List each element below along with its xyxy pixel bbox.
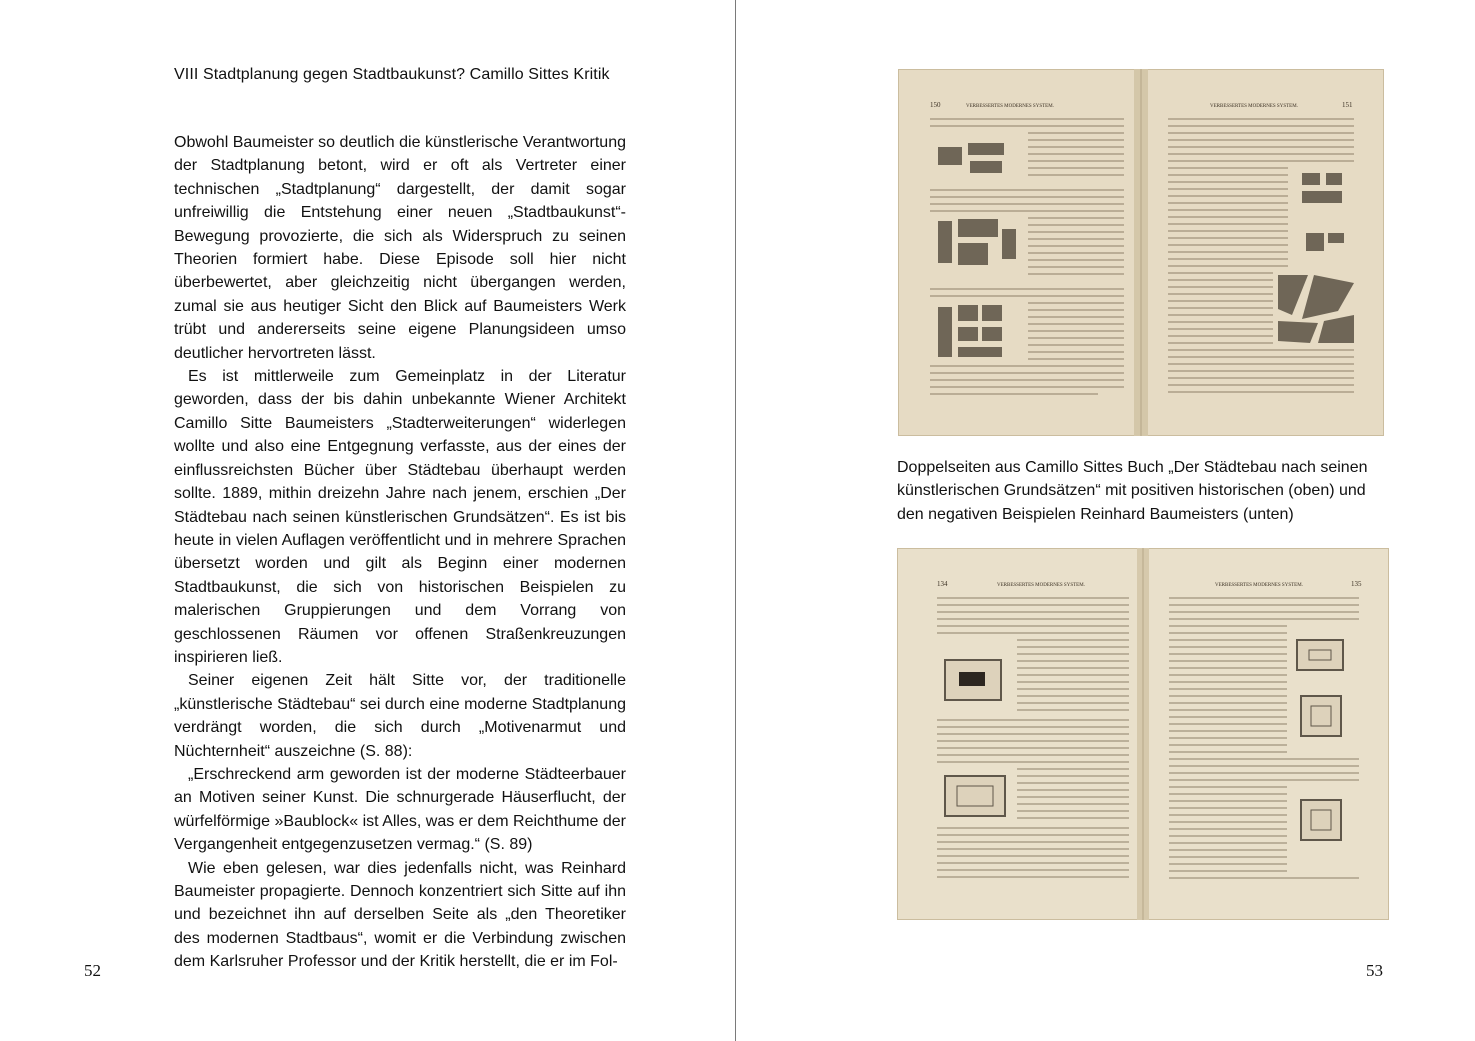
page-number-left: 52 (84, 961, 101, 980)
paragraph: Wie eben gelesen, war dies jedenfalls nicht, was Reinhard Baumeister propagierte. Dennoch konzentriert sich Sitte auf ihn und bezeichnet ihn auf derselben Seite als „den Theoretiker des modernen Stadtbaus“, womit er die Verbindung zwischen dem Karlsruher Professor und der Kritik herstellt, die er im Fol- (174, 859, 626, 971)
page-number-right: 53 (1366, 961, 1383, 980)
paragraph: Seiner eigenen Zeit hält Sitte vor, der traditionelle „künstlerische Städtebau“ sei durch eine moderne Stadtplanung verdrängt worden, die sich durch „Motivenarmut und Nüchternheit“ auszeichne (S. 88): (174, 672, 626, 760)
scan-top-left-page-no: 150 (930, 101, 941, 109)
paragraph: Obwohl Baumeister so deutlich die künstlerische Verantwortung der Stadtplanung betont, wird er oft als Vertreter einer technischen „Stadtplanung“ dargestellt, der damit sogar unfreiwillig die Entstehung einer neuen „Stadtbaukunst“-Bewegung provozierte, die sich als Widerspruch zu seinen Theorien formiert habe. Diese Episode soll hier nicht überbewertet, aber gleichzeitig nicht übergangen werden, zumal sie aus heutiger Sicht den Blick auf Baumeisters Werk trübt und andererseits seine eigene Planungsideen umso deutlicher hervortreten lässt. (174, 134, 626, 362)
paragraph: Es ist mittlerweile zum Gemeinplatz in der Literatur geworden, dass der bis dahin unbekannte Wiener Architekt Camillo Sitte Baumeisters „Stadterweiterungen“ widerlegen wollte und also eine Entgegnung verfasste, aus der eines der einflussreichsten Bücher über Städtebau überhaupt werden sollte. 1889, mithin dreizehn Jahre nach jenem, erschien „Der Städtebau nach seinen künstlerischen Grundsätzen“. Es ist bis heute in vielen Auflagen veröffentlicht und in mehrere Sprachen übersetzt worden und gilt als Beginn einer modernen Stadtbaukunst, die sich von historischen Beispielen zu malerischen Gruppierungen und dem Vorrang von geschlossenen Räumen vor offenen Straßenkreuzungen inspirieren ließ. (174, 368, 626, 666)
figure-caption: Doppelseiten aus Camillo Sittes Buch „Der Städtebau nach seinen künstlerischen Grundsätzen“ mit positiven historischen (oben) und den negativen Beispielen Reinhard Baumeisters (unten) (897, 459, 1368, 523)
page-gutter-line (735, 0, 736, 1041)
body-text (174, 131, 626, 974)
scan-bottom-right-page-no: 135 (1351, 580, 1362, 588)
running-head: VIII Stadtplanung gegen Stadtbaukunst? Camillo Sittes Kritik (174, 66, 610, 83)
scan-bottom-left-header: VERBESSERTES MODERNES SYSTEM. (997, 583, 1085, 588)
scan-top-right-header: VERBESSERTES MODERNES SYSTEM. (1210, 104, 1298, 109)
scan-top-right-page-no: 151 (1342, 101, 1353, 109)
book-scan-bottom (897, 548, 1389, 920)
scan-bottom-right-header: VERBESSERTES MODERNES SYSTEM. (1215, 583, 1303, 588)
scan-top-left-header: VERBESSERTES MODERNES SYSTEM. (966, 104, 1054, 109)
book-scan-top (898, 69, 1384, 436)
scan-bottom-left-page-no: 134 (937, 580, 948, 588)
block-quote: „Erschreckend arm geworden ist der moderne Städteerbauer an Motiven seiner Kunst. Die schnurgerade Häuserflucht, der würfelförmige »Baublock« ist Alles, was er dem Reichthume der Vergangenheit entgegenzusetzen vermag.“ (S. 89) (174, 765, 626, 854)
